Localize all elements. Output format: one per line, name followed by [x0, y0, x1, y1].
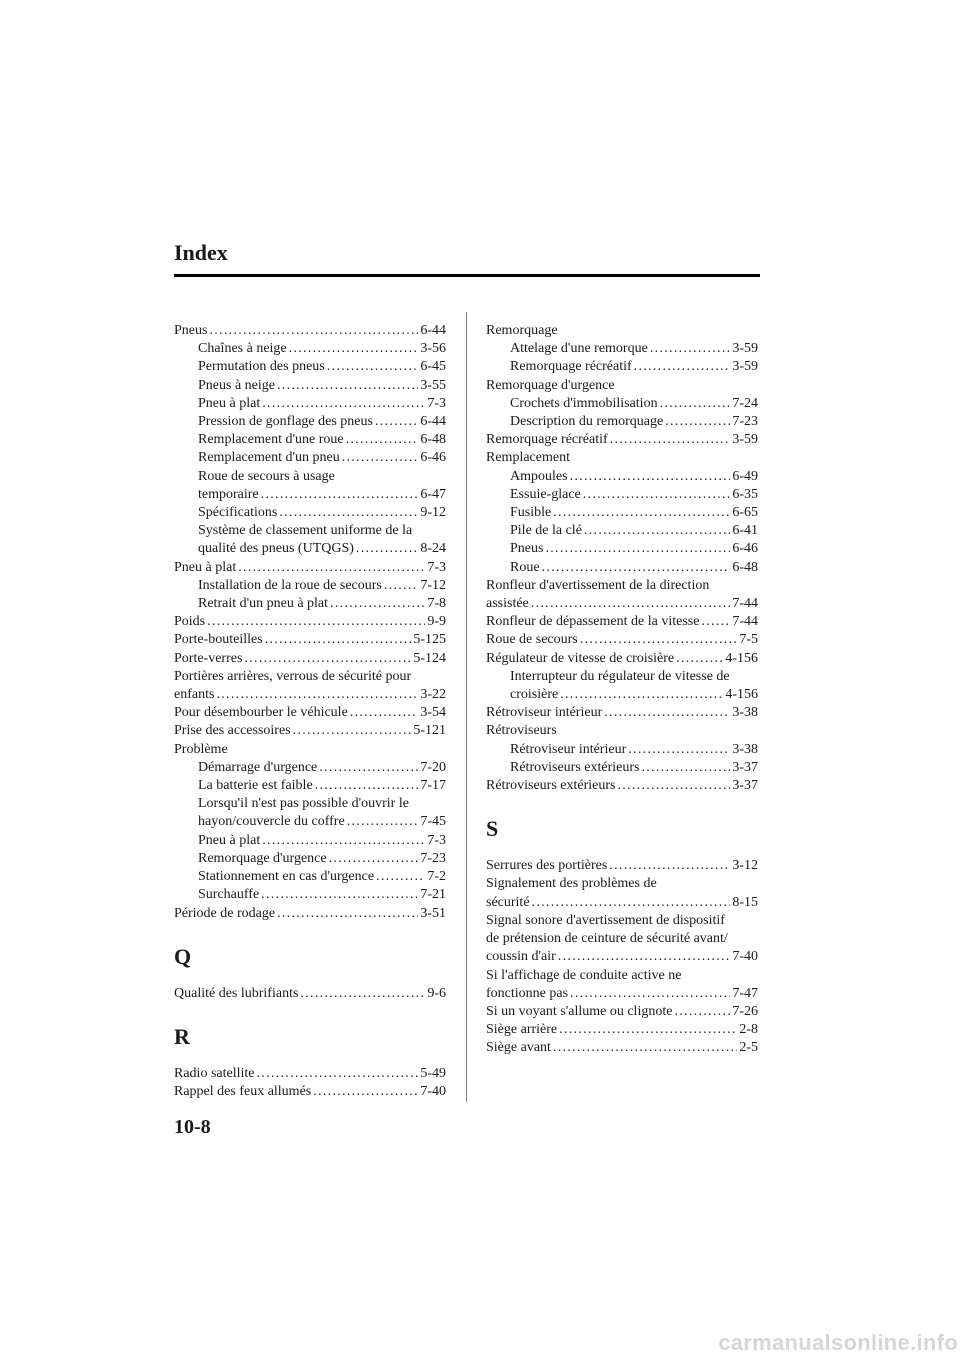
entry-page-ref: 2-8 [739, 1022, 758, 1038]
index-subentry [486, 486, 758, 504]
dot-leader [568, 468, 731, 486]
entry-page-ref: 7-17 [420, 778, 446, 794]
entry-page-ref: 6-46 [732, 541, 758, 557]
dot-leader [328, 595, 425, 613]
entry-text: sécurité [486, 894, 530, 910]
entry-page-ref: 7-47 [732, 985, 758, 1001]
index-entry [486, 930, 758, 948]
entry-text: Signalement des problèmes de [486, 876, 657, 892]
index-subentry [174, 504, 446, 522]
index-entry [174, 650, 446, 668]
dot-leader [551, 504, 730, 522]
entry-page-ref: 7-44 [732, 614, 758, 630]
dot-leader [205, 613, 425, 631]
index-entry [486, 985, 758, 1003]
entry-page-ref: 7-26 [732, 1003, 758, 1019]
dot-leader [578, 631, 738, 649]
entry-text: Roue [510, 559, 540, 575]
dot-leader [608, 431, 731, 449]
entry-page-ref: 3-51 [420, 905, 446, 921]
index-entry [486, 650, 758, 668]
entry-page-ref: 6-45 [420, 359, 446, 375]
entry-text: Fusible [510, 505, 552, 521]
index-subentry [174, 340, 446, 358]
entry-text: Surchauffe [198, 887, 260, 903]
index-entry [174, 704, 446, 722]
entry-text: Ampoules [510, 468, 568, 484]
entry-text: croisière [510, 687, 559, 703]
entry-text: Essuie-glace [510, 486, 581, 502]
entry-page-ref: 3-38 [732, 705, 758, 721]
index-entry [174, 613, 446, 631]
index-subentry [174, 468, 446, 486]
entry-text: Démarrage d'urgence [198, 759, 318, 775]
dot-leader [242, 650, 411, 668]
index-entry [486, 577, 758, 595]
entry-text: Si l'affichage de conduite active ne [486, 967, 682, 983]
index-subentry [486, 395, 758, 413]
entry-text: Rétroviseur intérieur [486, 705, 603, 721]
entry-text: Pneu à plat [198, 395, 261, 411]
entry-text: Problème [174, 741, 228, 757]
index-subentry [486, 522, 758, 540]
dot-leader [327, 850, 419, 868]
entry-text: Attelage d'une remorque [510, 341, 648, 357]
index-column-right [486, 322, 758, 1058]
index-entry [486, 857, 758, 875]
entry-page-ref: 3-56 [420, 341, 446, 357]
entry-page-ref: 7-23 [420, 850, 446, 866]
entry-text: Installation de la roue de secours [198, 577, 382, 593]
entry-text: Pneu à plat [198, 832, 261, 848]
entry-text: Remplacement [486, 450, 570, 466]
index-subentry [174, 377, 446, 395]
entry-text: Système de classement uniforme de la [198, 523, 413, 539]
dot-leader [344, 431, 419, 449]
entry-page-ref: 7-2 [427, 869, 446, 885]
entry-text: Pneus à neige [198, 377, 275, 393]
entry-text: Spécifications [198, 505, 278, 521]
dot-leader [345, 813, 419, 831]
index-subentry [174, 522, 446, 540]
entry-page-ref: 6-41 [732, 523, 758, 539]
index-subentry [486, 668, 758, 686]
entry-text: Poids [174, 614, 206, 630]
index-subentry [174, 431, 446, 449]
entry-page-ref: 7-45 [420, 814, 446, 830]
entry-page-ref: 5-49 [420, 1065, 446, 1081]
dot-leader [287, 340, 419, 358]
entry-page-ref: 3-59 [732, 432, 758, 448]
index-entry [486, 613, 758, 631]
entry-text: Période de rodage [174, 905, 276, 921]
entry-page-ref: 3-59 [732, 359, 758, 375]
dot-leader [260, 832, 425, 850]
entry-text: La batterie est faible [198, 778, 313, 794]
entry-text: temporaire [198, 486, 259, 502]
entry-page-ref: 7-3 [427, 395, 446, 411]
dot-leader [540, 559, 731, 577]
dot-leader [348, 704, 419, 722]
index-subentry [174, 595, 446, 613]
entry-text: Pneu à plat [174, 559, 237, 575]
index-entry [486, 875, 758, 893]
entry-text: Rappel des feux allumés [174, 1084, 312, 1100]
entry-page-ref: 5-124 [413, 650, 446, 666]
index-subentry [486, 540, 758, 558]
entry-text: Pour désembourber le véhicule [174, 705, 348, 721]
entry-text: Remorquage d'urgence [198, 850, 327, 866]
index-entry [486, 967, 758, 985]
index-entry [486, 631, 758, 649]
index-entry [174, 686, 446, 704]
index-subentry [174, 886, 446, 904]
index-entry [486, 1003, 758, 1021]
entry-page-ref: 7-5 [739, 632, 758, 648]
index-entry [174, 985, 446, 1003]
index-entry [486, 1021, 758, 1039]
dot-leader [558, 686, 723, 704]
index-subentry [174, 358, 446, 376]
entry-text: Régulateur de vitesse de croisière [486, 650, 675, 666]
index-subentry [174, 868, 446, 886]
index-subentry [174, 395, 446, 413]
entry-page-ref: 6-48 [732, 559, 758, 575]
entry-page-ref: 5-125 [413, 632, 446, 648]
title-rule [174, 274, 760, 277]
index-subentry [174, 813, 446, 831]
dot-leader [354, 540, 418, 558]
index-entry [174, 905, 446, 923]
entry-page-ref: 3-55 [420, 377, 446, 393]
entry-page-ref: 6-65 [732, 505, 758, 521]
entry-text: Prise des accessoires [174, 723, 291, 739]
index-subentry [174, 413, 446, 431]
entry-page-ref: 2-5 [739, 1040, 758, 1056]
entry-text: Rétroviseurs extérieurs [486, 778, 616, 794]
index-entry [174, 1065, 446, 1083]
entry-text: Rétroviseurs extérieurs [510, 759, 640, 775]
entry-page-ref: 6-46 [420, 450, 446, 466]
index-entry [174, 322, 446, 340]
dot-leader [373, 413, 418, 431]
index-subentry [486, 468, 758, 486]
index-subentry [486, 413, 758, 431]
entry-page-ref: 6-49 [732, 468, 758, 484]
index-entry [486, 704, 758, 722]
entry-text: coussin d'air [486, 949, 556, 965]
index-subentry [174, 777, 446, 795]
dot-leader [658, 395, 731, 413]
dot-leader [674, 650, 723, 668]
entry-page-ref: 7-20 [420, 759, 446, 775]
entry-text: Crochets d'immobilisation [510, 395, 658, 411]
entry-page-ref: 8-15 [732, 894, 758, 910]
entry-text: Interrupteur du régulateur de vitesse de [510, 668, 730, 684]
entry-text: Portières arrières, verrous de sécurité pour [174, 668, 412, 684]
index-subentry [174, 850, 446, 868]
index-subentry [486, 759, 758, 777]
entry-text: Stationnement en cas d'urgence [198, 869, 375, 885]
dot-leader [275, 377, 418, 395]
dot-leader [259, 886, 418, 904]
section-letter: R [174, 1023, 190, 1049]
index-subentry [486, 340, 758, 358]
index-entry [486, 948, 758, 966]
dot-leader [263, 631, 412, 649]
index-entry [486, 894, 758, 912]
dot-leader [340, 449, 419, 467]
index-entry [174, 631, 446, 649]
dot-leader [529, 595, 731, 613]
index-subentry [486, 504, 758, 522]
entry-page-ref: 3-12 [732, 858, 758, 874]
index-subentry [174, 486, 446, 504]
entry-text: assistée [486, 596, 529, 612]
dot-leader [626, 741, 730, 759]
index-subentry [486, 559, 758, 577]
entry-page-ref: 6-35 [732, 486, 758, 502]
entry-text: Remorquage [486, 323, 558, 338]
dot-leader [313, 777, 419, 795]
entry-page-ref: 3-59 [732, 341, 758, 357]
dot-leader [317, 759, 418, 777]
dot-leader [639, 759, 730, 777]
entry-text: Porte-bouteilles [174, 632, 263, 648]
index-entry [486, 1039, 758, 1057]
dot-leader [557, 1021, 737, 1039]
dot-leader [551, 1039, 737, 1057]
entry-page-ref: 7-21 [420, 887, 446, 903]
page-number: 10-8 [174, 1116, 211, 1138]
entry-text: Description du remorquage [510, 414, 664, 430]
index-entry [174, 559, 446, 577]
entry-text: enfants [174, 687, 215, 703]
entry-text: hayon/couvercle du coffre [198, 814, 345, 830]
section-letter: S [486, 816, 499, 842]
entry-text: qualité des pneus (UTQGS) [198, 541, 354, 557]
entry-page-ref: 4-156 [725, 687, 758, 703]
index-subentry [174, 832, 446, 850]
entry-page-ref: 4-156 [725, 650, 758, 666]
dot-leader [325, 358, 419, 376]
dot-leader [672, 1003, 730, 1021]
index-entry [486, 431, 758, 449]
dot-leader [298, 985, 425, 1003]
entry-text: Roue de secours [486, 632, 578, 648]
dot-leader [530, 894, 731, 912]
entry-page-ref: 5-121 [413, 723, 446, 739]
entry-text: Rétroviseur intérieur [510, 741, 627, 757]
page-title: Index [174, 240, 228, 265]
entry-page-ref: 7-40 [732, 949, 758, 965]
index-subentry [174, 795, 446, 813]
entry-text: Pile de la clé [510, 523, 582, 539]
entry-page-ref: 3-54 [420, 705, 446, 721]
entry-text: Roue de secours à usage [198, 468, 335, 484]
section-letter: Q [174, 943, 192, 969]
index-entry [486, 912, 758, 930]
index-entry [486, 322, 758, 340]
entry-text: Permutation des pneus [198, 359, 325, 375]
entry-text: Signal sonore d'avertissement de dispositif [486, 912, 725, 928]
entry-page-ref: 6-48 [420, 432, 446, 448]
dot-leader [374, 868, 425, 886]
entry-text: Remorquage récréatif [510, 359, 632, 375]
dot-leader [275, 905, 418, 923]
index-subentry [486, 358, 758, 376]
entry-text: Siège avant [486, 1040, 551, 1056]
index-entry [174, 1083, 446, 1101]
entry-page-ref: 6-44 [420, 414, 446, 430]
dot-leader [543, 540, 730, 558]
column-divider [466, 312, 467, 1102]
dot-leader [236, 559, 425, 577]
entry-page-ref: 7-40 [420, 1084, 446, 1100]
entry-text: Chaînes à neige [198, 341, 287, 357]
dot-leader [556, 948, 731, 966]
dot-leader [254, 1065, 418, 1083]
dot-leader [214, 686, 418, 704]
entry-text: Pneus [510, 541, 544, 557]
entry-text: Serrures des portières [486, 858, 608, 874]
entry-page-ref: 7-44 [732, 596, 758, 612]
index-entry [486, 449, 758, 467]
entry-page-ref: 9-6 [427, 985, 446, 1001]
dot-leader [607, 857, 730, 875]
index-entry [174, 668, 446, 686]
dot-leader [259, 486, 419, 504]
entry-text: Remorquage récréatif [486, 432, 608, 448]
index-subentry [486, 741, 758, 759]
dot-leader [632, 358, 731, 376]
index-subentry [174, 759, 446, 777]
dot-leader [291, 722, 412, 740]
index-entry [174, 722, 446, 740]
entry-page-ref: 3-38 [732, 741, 758, 757]
entry-text: Siège arrière [486, 1022, 558, 1038]
dot-leader [382, 577, 418, 595]
entry-page-ref: 9-9 [427, 614, 446, 630]
entry-text: Remorquage d'urgence [486, 377, 615, 393]
entry-page-ref: 7-3 [427, 559, 446, 575]
entry-page-ref: 8-24 [420, 541, 446, 557]
index-entry [486, 777, 758, 795]
dot-leader [582, 522, 730, 540]
index-entry [486, 377, 758, 395]
entry-text: Pneus [174, 323, 208, 338]
entry-page-ref: 7-12 [420, 577, 446, 593]
entry-text: Ronfleur de dépassement de la vitesse [486, 614, 700, 630]
index-column-left [174, 322, 446, 1101]
dot-leader [602, 704, 730, 722]
entry-page-ref: 7-3 [427, 832, 446, 848]
index-entry [486, 595, 758, 613]
dot-leader [699, 613, 730, 631]
entry-text: Si un voyant s'allume ou clignote [486, 1003, 673, 1019]
entry-text: Retrait d'un pneu à plat [198, 596, 329, 612]
entry-text: Radio satellite [174, 1065, 255, 1081]
index-subentry [486, 686, 758, 704]
index-entry [486, 722, 758, 740]
entry-text: fonctionne pas [486, 985, 569, 1001]
dot-leader [207, 322, 418, 340]
entry-page-ref: 7-8 [427, 596, 446, 612]
index-subentry [174, 540, 446, 558]
entry-page-ref: 6-47 [420, 486, 446, 502]
entry-page-ref: 3-37 [732, 778, 758, 794]
entry-page-ref: 3-22 [420, 687, 446, 703]
dot-leader [277, 504, 418, 522]
entry-text: Ronfleur d'avertissement de la direction [486, 577, 710, 593]
dot-leader [663, 413, 730, 431]
index-subentry [174, 449, 446, 467]
dot-leader [648, 340, 731, 358]
entry-text: Porte-verres [174, 650, 243, 666]
entry-text: Remplacement d'une roue [198, 432, 344, 448]
dot-leader [260, 395, 425, 413]
dot-leader [568, 985, 730, 1003]
entry-page-ref: 6-44 [420, 323, 446, 338]
dot-leader [581, 486, 731, 504]
index-entry [174, 741, 446, 759]
watermark: carmanualsonline.info [718, 1330, 958, 1355]
entry-text: de prétension de ceinture de sécurité avant/ [486, 931, 728, 947]
dot-leader [615, 777, 730, 795]
entry-text: Pression de gonflage des pneus [198, 414, 373, 430]
dot-leader [311, 1083, 418, 1101]
entry-text: Qualité des lubrifiants [174, 985, 299, 1001]
index-subentry [174, 577, 446, 595]
entry-text: Remplacement d'un pneu [198, 450, 340, 466]
entry-page-ref: 9-12 [420, 505, 446, 521]
entry-page-ref: 7-23 [732, 414, 758, 430]
entry-page-ref: 3-37 [732, 759, 758, 775]
entry-page-ref: 7-24 [732, 395, 758, 411]
entry-text: Lorsqu'il n'est pas possible d'ouvrir le [198, 796, 409, 812]
entry-text: Rétroviseurs [486, 723, 557, 739]
